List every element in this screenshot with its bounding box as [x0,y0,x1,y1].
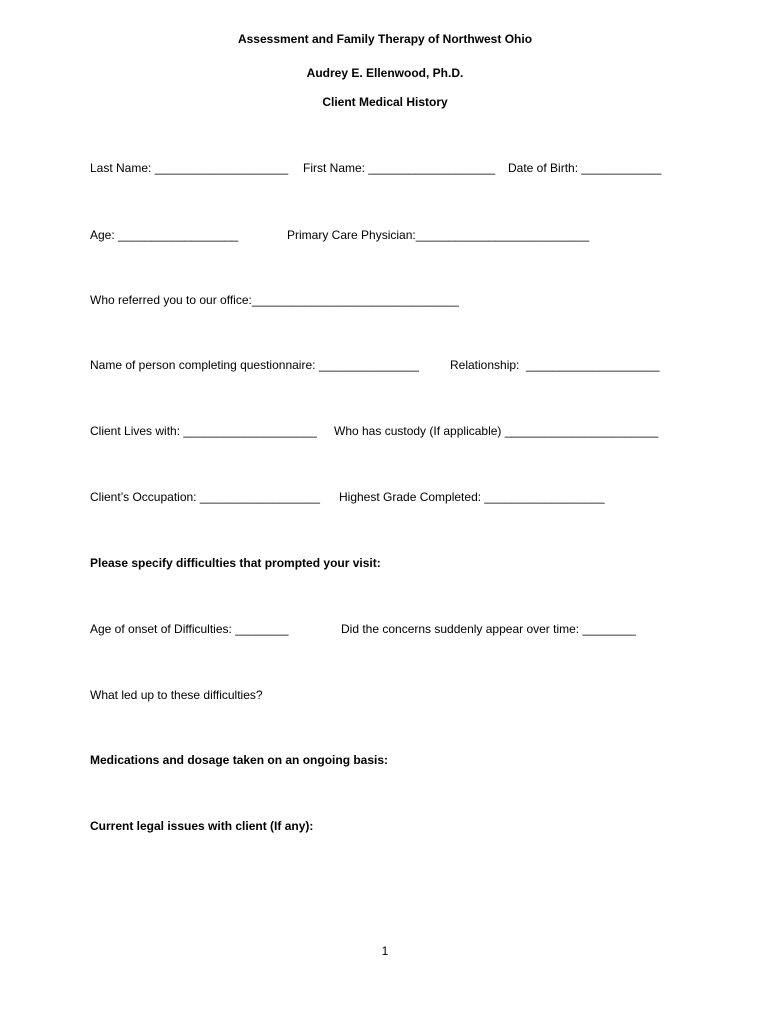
first-name-field[interactable]: First Name: ___________________ [303,161,496,175]
legal-issues-heading: Current legal issues with client (If any): [90,819,314,833]
custody-field[interactable]: Who has custody (If applicable) _______________________ [334,424,659,438]
highest-grade-field[interactable]: Highest Grade Completed: __________________ [339,490,605,504]
medications-heading: Medications and dosage taken on an ongoing basis: [90,753,389,767]
relationship-field[interactable]: Relationship: ____________________ [450,358,660,372]
last-name-field[interactable]: Last Name: ____________________ [90,161,289,175]
client-lives-with-field[interactable]: Client Lives with: ____________________ [90,424,317,438]
form-title: Client Medical History [322,95,448,109]
person-completing-field[interactable]: Name of person completing questionnaire: _______________ [90,358,419,372]
referral-source-field[interactable]: Who referred you to our office:_______________________________ [90,293,459,307]
difficulties-heading: Please specify difficulties that prompted your visit: [90,556,381,570]
organization-title: Assessment and Family Therapy of Northwest Ohio [237,32,533,46]
age-of-onset-field[interactable]: Age of onset of Difficulties: ________ [90,622,289,636]
primary-care-physician-field[interactable]: Primary Care Physician:__________________________ [287,228,590,242]
sudden-onset-field[interactable]: Did the concerns suddenly appear over time: ________ [341,622,636,636]
client-occupation-field[interactable]: Client’s Occupation: __________________ [90,490,320,504]
date-of-birth-field[interactable]: Date of Birth: ____________ [508,161,662,175]
doctor-name: Audrey E. Ellenwood, Ph.D. [306,66,464,80]
page-number: 1 [381,944,389,958]
age-field[interactable]: Age: __________________ [90,228,239,242]
led-up-question: What led up to these difficulties? [90,688,263,702]
